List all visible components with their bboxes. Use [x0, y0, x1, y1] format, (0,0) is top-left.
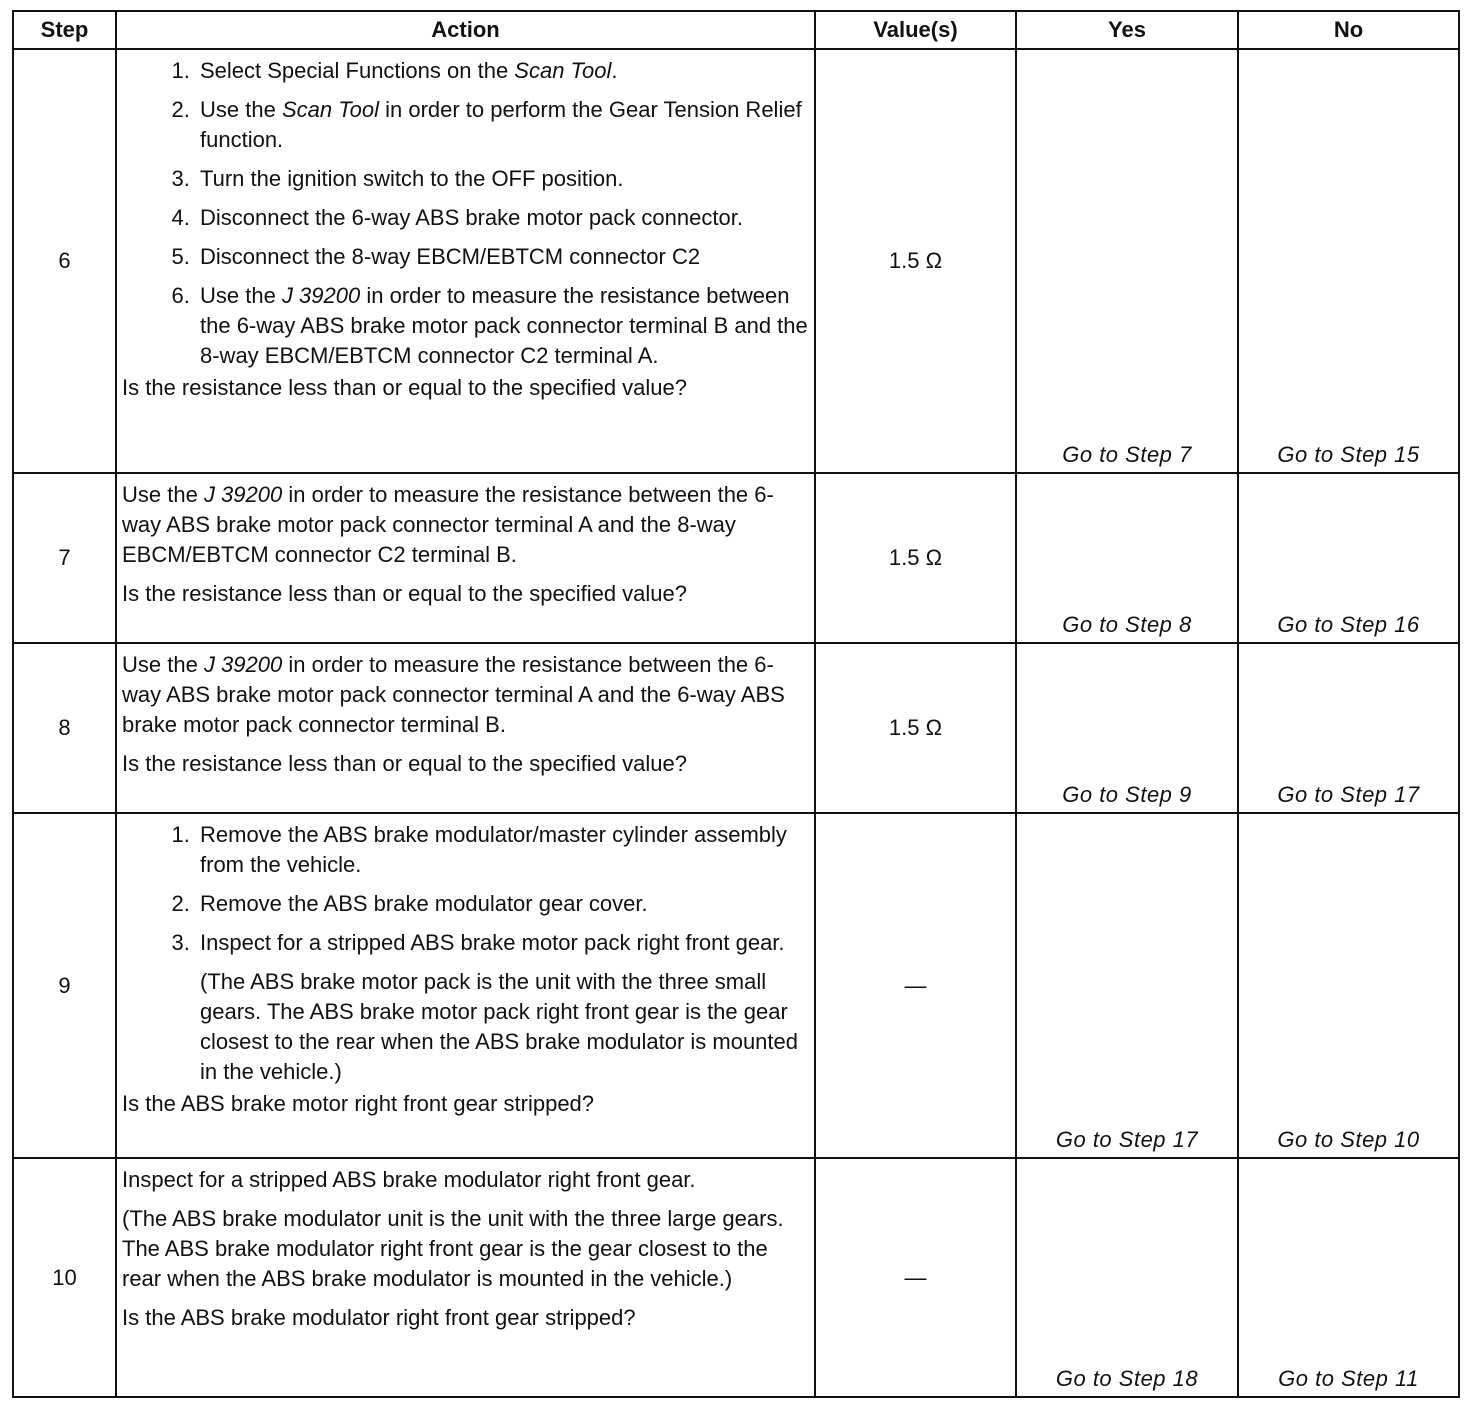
table-row	[13, 1158, 1459, 1397]
table-row	[13, 813, 1459, 1158]
question-text: Is the resistance less than or equal to the specified value?	[122, 375, 688, 400]
no-result: Go to Step 16	[1238, 473, 1459, 643]
no-result: Go to Step 10	[1238, 813, 1459, 1158]
header-step: Step	[13, 11, 116, 49]
header-no: No	[1238, 11, 1459, 49]
action-text: Inspect for a stripped ABS brake modulator right front gear.	[122, 1167, 696, 1192]
yes-result: Go to Step 8	[1016, 473, 1238, 643]
question-text: Is the ABS brake motor right front gear stripped?	[122, 1091, 595, 1116]
no-result: Go to Step 11	[1238, 1158, 1459, 1397]
header-row	[13, 11, 1459, 49]
header-values: Value(s)	[815, 11, 1016, 49]
header-yes: Yes	[1016, 11, 1238, 49]
step-number: 6	[13, 49, 116, 473]
value-cell: 1.5 Ω	[815, 643, 1016, 813]
action-step: 1. Remove the ABS brake modulator/master cylinder assembly from the vehicle.	[196, 820, 810, 880]
action-steps	[122, 820, 810, 1087]
yes-result: Go to Step 18	[1016, 1158, 1238, 1397]
yes-result: Go to Step 17	[1016, 813, 1238, 1158]
yes-result: Go to Step 9	[1016, 643, 1238, 813]
action-step: 4. Disconnect the 6-way ABS brake motor pack connector.	[196, 203, 810, 233]
action-cell	[116, 473, 815, 643]
value-cell: —	[815, 813, 1016, 1158]
action-note: (The ABS brake modulator unit is the unit with the three large gears. The ABS brake modulator right front gear is the gear closest to the rear when the ABS brake modulator is mounted in the vehicle.)	[122, 1206, 784, 1291]
diagnostic-page	[12, 10, 1458, 1394]
action-text: Use the J 39200 in order to measure the resistance between the 6-way ABS brake motor pack connector terminal A and the 6-way ABS brake motor pack connector terminal B.	[122, 652, 785, 737]
action-step: 6. Use the J 39200 in order to measure the resistance between the 6-way ABS brake motor pack connector terminal B and the 8-way EBCM/EBTCM connector C2 terminal A.	[196, 281, 810, 371]
table-row	[13, 49, 1459, 473]
action-cell	[116, 813, 815, 1158]
no-result: Go to Step 15	[1238, 49, 1459, 473]
diagnostic-table	[12, 10, 1460, 1398]
table-row	[13, 473, 1459, 643]
step-number: 10	[13, 1158, 116, 1397]
yes-result: Go to Step 7	[1016, 49, 1238, 473]
question-text: Is the ABS brake modulator right front gear stripped?	[122, 1305, 636, 1330]
question-text: Is the resistance less than or equal to the specified value?	[122, 751, 688, 776]
action-cell	[116, 49, 815, 473]
action-step: 2. Remove the ABS brake modulator gear cover.	[196, 889, 810, 919]
question-text: Is the resistance less than or equal to the specified value?	[122, 581, 688, 606]
no-result: Go to Step 17	[1238, 643, 1459, 813]
header-action: Action	[116, 11, 815, 49]
value-cell: —	[815, 1158, 1016, 1397]
value-cell: 1.5 Ω	[815, 49, 1016, 473]
action-steps	[122, 56, 810, 371]
table-row	[13, 643, 1459, 813]
step-number: 7	[13, 473, 116, 643]
action-step: 3. Turn the ignition switch to the OFF position.	[196, 164, 810, 194]
action-cell	[116, 643, 815, 813]
step-number: 8	[13, 643, 116, 813]
action-note: (The ABS brake motor pack is the unit with the three small gears. The ABS brake motor pack right front gear is the gear closest to the rear when the ABS brake modulator is mounted in the vehicle.)	[200, 969, 798, 1084]
action-step: 3. Inspect for a stripped ABS brake motor pack right front gear.	[196, 928, 810, 958]
action-text: Use the J 39200 in order to measure the resistance between the 6-way ABS brake motor pack connector terminal A and the 8-way EBCM/EBTCM connector C2 terminal B.	[122, 482, 774, 567]
step-number: 9	[13, 813, 116, 1158]
action-cell	[116, 1158, 815, 1397]
action-step: 5. Disconnect the 8-way EBCM/EBTCM connector C2	[196, 242, 810, 272]
value-cell: 1.5 Ω	[815, 473, 1016, 643]
action-step: 2. Use the Scan Tool in order to perform the Gear Tension Relief function.	[196, 95, 810, 155]
action-step: 1. Select Special Functions on the Scan Tool.	[196, 56, 810, 86]
